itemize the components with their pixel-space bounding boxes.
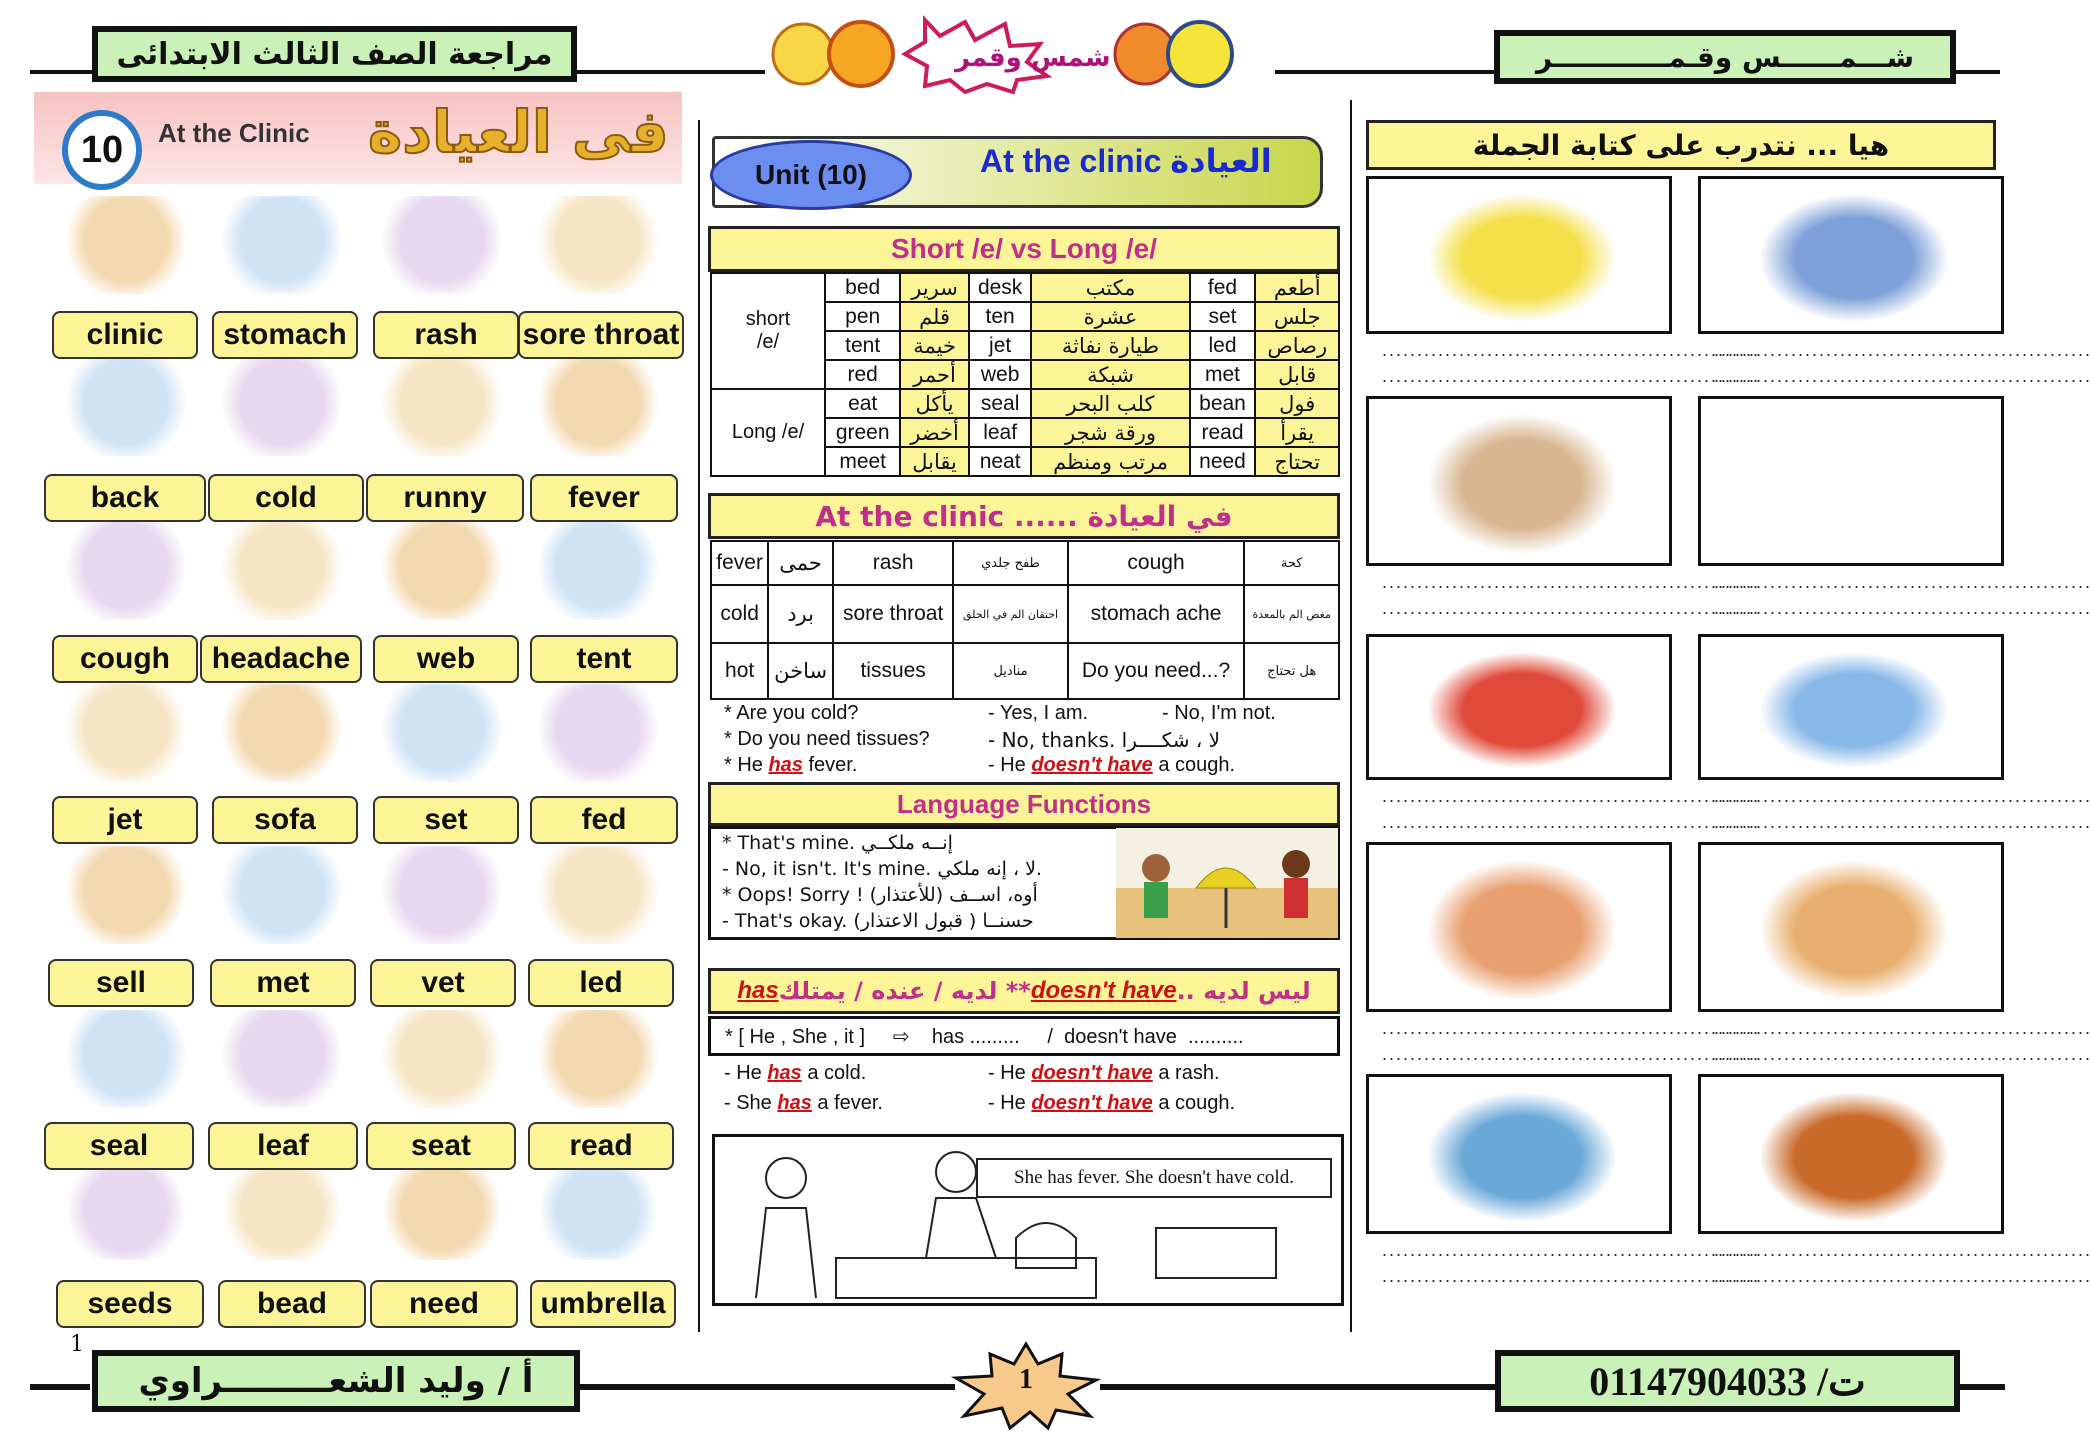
logo-text: شمس وقمر: [955, 43, 1111, 73]
corner-number: 1: [70, 1332, 84, 1357]
word-leaf: leaf: [208, 1122, 358, 1170]
bead-necklace-illustration: [214, 1168, 350, 1260]
word-fever: fever: [530, 474, 678, 522]
fever-illustration: [530, 358, 666, 456]
seal-illustration: [58, 1010, 194, 1108]
tent-illustration: [530, 522, 666, 620]
clinic-title: At the clinic ...... في العيادة: [708, 493, 1340, 539]
short-long-table: short /e/ bed سرير desk مكتب fed أطعم pen قلم ten عشرة set جلس tent خيمة jet طيارة نفاثة led رصاص red أحمر web شبكة met قابل Long /e/ eat يأكل seal كلب البحر bean فول green أخضر leaf ورقة شجر read يقرأ meet يقابل neat مرتب ومنظم need تحتاج: [710, 272, 1340, 477]
writing-line[interactable]: ......................................................: [1714, 1018, 2092, 1038]
sharing-umbrella-illustration: [1116, 828, 1338, 938]
unit-label: Unit (10): [710, 140, 912, 210]
writing-line[interactable]: ......................................................: [1382, 1018, 1761, 1038]
led-illustration: [530, 846, 666, 944]
speech-bubble: She has fever. She doesn't have cold.: [976, 1158, 1332, 1198]
word-rash: rash: [373, 311, 519, 359]
feeding-illustration: [530, 684, 666, 782]
autumn-leaf-illustration: [1761, 1093, 1947, 1221]
tent-picture-frame: [1366, 1074, 1672, 1234]
writing-line[interactable]: ......................................................: [1714, 1240, 2092, 1260]
clock-badge-icon: 10: [62, 110, 142, 190]
dialog-2-q: * Do you need tissues?: [724, 728, 930, 750]
need-illustration: [374, 1168, 510, 1260]
word-tent: tent: [530, 635, 678, 683]
dialog-1-q: * Are you cold?: [724, 702, 859, 724]
bake-sale-illustration: [58, 846, 194, 944]
writing-line[interactable]: ......................................................: [1382, 1266, 1761, 1286]
word-bead: bead: [218, 1280, 366, 1328]
has-title: has لديه / عنده / يمتلك ** doesn't have .. ليس لديه: [708, 968, 1340, 1014]
word-web: web: [373, 635, 519, 683]
lf-line-4: - That's okay. حسنــا ( قبول الاعتذار): [722, 910, 1034, 932]
cold-illustration: [214, 358, 350, 456]
writing-line[interactable]: ......................................................: [1714, 1044, 2092, 1064]
page-number: 1: [1019, 1364, 1033, 1395]
seeds-illustration: [58, 1168, 194, 1260]
word-read: read: [528, 1122, 674, 1170]
writing-line[interactable]: ......................................................: [1382, 572, 1761, 592]
word-seal: seal: [44, 1122, 194, 1170]
word-need: need: [370, 1280, 518, 1328]
author-box: أ / وليد الشعـــــــــراوي: [92, 1350, 580, 1412]
example-1: - He has a cold.: [724, 1062, 867, 1084]
header-title-right: شـــمــــــس وقـمــــــــــــر: [1494, 30, 1956, 84]
practice-title: هيا ... نتدرب على كتابة الجملة: [1366, 120, 1996, 170]
word-runny: runny: [366, 474, 524, 522]
dialog-1-a1: - Yes, I am.: [988, 702, 1089, 724]
stomach-ache-boy-picture-frame: [1698, 634, 2004, 780]
divider-right: [1350, 100, 1352, 1332]
girl-at-doctor-illustration: [1429, 415, 1615, 553]
autumn-leaf-picture-frame: [1698, 1074, 2004, 1234]
word-cough: cough: [52, 635, 198, 683]
clinic-vocab-table: fever حمى rash طفح جلدي cough كحة cold برد sore throat احتقان الم في الحلق stomach ache مغص الم بالمعدة hot ساخن tissues مناديل Do you need...? هل تحتاج: [710, 540, 1340, 700]
headache-illustration: [214, 522, 350, 620]
header-title-left: مراجعة الصف الثالث الابتدائى: [92, 26, 577, 82]
lf-line-3: * Oops! Sorry ! أوه، اســف (للأعتذار): [722, 884, 1038, 906]
spider-web-illustration: [374, 522, 510, 620]
footer-rule-left-b: [580, 1384, 955, 1390]
word-met: met: [210, 959, 356, 1007]
lf-line-1: * That's mine. إنــه ملكــي: [722, 832, 953, 854]
short-e-label: short /e/: [711, 273, 825, 389]
stomach-illustration: [214, 196, 350, 294]
writing-line[interactable]: ......................................................: [1714, 572, 2092, 592]
coughing-man-picture-frame: [1366, 842, 1672, 1012]
long-e-label: Long /e/: [711, 389, 825, 476]
sore-throat-illustration: [530, 196, 666, 294]
example-2: - He doesn't have a rash.: [988, 1062, 1220, 1084]
footer-rule-left-a: [30, 1384, 90, 1390]
word-cold: cold: [208, 474, 364, 522]
word-stomach: stomach: [212, 311, 358, 359]
word-vet: vet: [370, 959, 516, 1007]
word-sofa: sofa: [212, 796, 358, 844]
footer-rule-right-b: [1960, 1384, 2005, 1390]
writing-line[interactable]: ......................................................: [1382, 1240, 1761, 1260]
rule-box: * [ He , She , it ] ⇨ has ......... / doesn't have ..........: [708, 1016, 1340, 1056]
writing-line[interactable]: ......................................................: [1382, 1044, 1761, 1064]
handshake-illustration: [214, 846, 350, 944]
writing-line[interactable]: ......................................................: [1382, 786, 1761, 806]
banner-en: At the Clinic: [158, 118, 310, 148]
set-illustration: [374, 684, 510, 782]
leaf-illustration: [214, 1010, 350, 1108]
writing-line[interactable]: ......................................................: [1714, 786, 2092, 806]
short-long-title: Short /e/ vs Long /e/: [708, 226, 1340, 272]
has-line-2: - He doesn't have a cough.: [988, 754, 1236, 776]
tent-illustration: [1429, 1093, 1615, 1221]
word-headache: headache: [200, 635, 362, 683]
cough-illustration: [58, 522, 194, 620]
writing-line[interactable]: ......................................................: [1714, 598, 2092, 618]
word-clinic: clinic: [52, 311, 198, 359]
example-4: - He doesn't have a cough.: [988, 1092, 1236, 1114]
banner-ar: فى العيادة: [368, 98, 669, 166]
word-seeds: seeds: [56, 1280, 204, 1328]
word-sell: sell: [48, 959, 194, 1007]
clinic-illustration: [58, 196, 194, 294]
sun-moon-logo: [765, 14, 1255, 94]
boy-reading-illustration: [1429, 653, 1615, 767]
writing-line[interactable]: ......................................................: [1382, 366, 1761, 386]
word-set: set: [373, 796, 519, 844]
word-jet: jet: [52, 796, 198, 844]
reading-illustration: [530, 1010, 666, 1108]
phone-box: 01147904033 /ت: [1495, 1350, 1960, 1412]
writing-line[interactable]: ......................................................: [1714, 340, 2092, 360]
writing-line[interactable]: ......................................................: [1714, 366, 2092, 386]
divider-left: [698, 120, 700, 1332]
back-illustration: [58, 358, 194, 456]
writing-line[interactable]: ......................................................: [1382, 812, 1761, 832]
has-line-1: * He has fever.: [724, 754, 858, 776]
dialog-2-a1: - No, thanks. لا ، شكــــرا: [988, 728, 1221, 752]
headache-man-illustration: [1761, 861, 1947, 999]
vet-illustration: [374, 846, 510, 944]
writing-line[interactable]: ......................................................: [1382, 598, 1761, 618]
rash-illustration: [374, 196, 510, 294]
tissues-box-picture-frame: [1698, 396, 2004, 566]
dialog-1-a2: - No, I'm not.: [1162, 702, 1276, 724]
stomach-ache-boy-illustration: [1761, 653, 1947, 767]
writing-line[interactable]: ......................................................: [1714, 1266, 2092, 1286]
sofa-illustration: [214, 684, 350, 782]
umbrella-illustration: [530, 1168, 666, 1260]
seat-illustration: [374, 1010, 510, 1108]
girl-at-doctor-picture-frame: [1366, 396, 1672, 566]
word-back: back: [44, 474, 206, 522]
word-umbrella: umbrella: [530, 1280, 676, 1328]
lf-line-2: - No, it isn't. It's mine. لا ، إنه ملكي.: [722, 858, 1043, 880]
tissues-box-illustration: [1761, 415, 1947, 553]
footer-rule-right-a: [1100, 1384, 1495, 1390]
jet-illustration: [58, 684, 194, 782]
unit-title: At the clinic العيادة: [980, 142, 1272, 180]
language-functions-title: Language Functions: [708, 782, 1340, 826]
sneezing-boy-picture-frame: [1698, 176, 2004, 334]
word-fed: fed: [530, 796, 678, 844]
word-led: led: [528, 959, 674, 1007]
writing-line[interactable]: ......................................................: [1382, 340, 1761, 360]
headache-man-picture-frame: [1698, 842, 2004, 1012]
example-3: - She has a fever.: [724, 1092, 883, 1114]
boy-reading-picture-frame: [1366, 634, 1672, 780]
runny-nose-illustration: [374, 358, 510, 456]
banana-illustration: [1429, 195, 1615, 321]
coughing-man-illustration: [1429, 861, 1615, 999]
word-sore-throat: sore throat: [518, 311, 684, 359]
banana-picture-frame: [1366, 176, 1672, 334]
word-seat: seat: [366, 1122, 516, 1170]
sneezing-boy-illustration: [1761, 195, 1947, 321]
writing-line[interactable]: ......................................................: [1714, 812, 2092, 832]
